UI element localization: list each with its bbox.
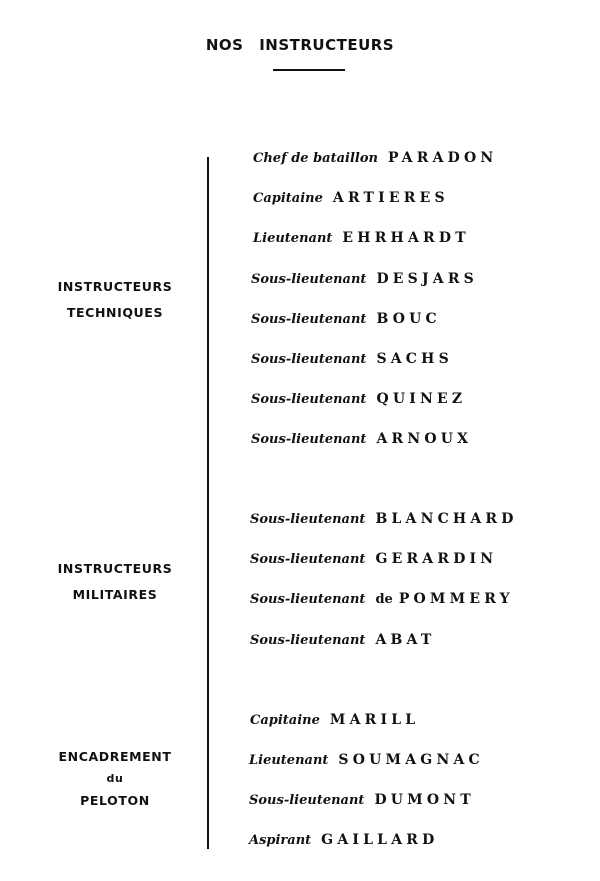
instructor-name: ARNOUX: [376, 431, 473, 447]
group-label-line: PELOTON: [80, 793, 150, 808]
instructor-name: ABAT: [375, 632, 436, 648]
group-label-line: INSTRUCTEURS: [57, 279, 173, 294]
group-label-line: INSTRUCTEURS: [57, 561, 173, 576]
instructor-row: [253, 190, 449, 206]
instructor-rank: Sous-lieutenant: [251, 312, 367, 327]
instructor-row: [253, 150, 497, 166]
instructor-name: EHRHARDT: [342, 230, 470, 246]
instructor-row: [250, 591, 514, 607]
instructor-row: [251, 391, 466, 407]
group-label-encadrement: [30, 744, 200, 814]
instructor-row: [249, 832, 438, 848]
instructor-name: SOUMAGNAC: [338, 752, 484, 768]
instructor-name: SACHS: [376, 351, 453, 367]
instructor-row: [250, 551, 497, 567]
instructor-name: MARILL: [329, 712, 420, 728]
instructor-name: DUMONT: [374, 792, 475, 808]
instructor-rank: Chef de bataillon: [253, 151, 378, 166]
instructor-row: [250, 632, 435, 648]
instructor-rank: Sous-lieutenant: [250, 633, 366, 648]
group-label-line: du: [106, 772, 124, 785]
instructor-rank: Aspirant: [249, 833, 312, 848]
instructor-rank: Sous-lieutenant: [251, 432, 367, 447]
instructor-row: [251, 271, 478, 287]
instructor-rank: Capitaine: [253, 191, 323, 206]
instructor-name: DESJARS: [376, 271, 478, 287]
instructor-name: POMMERY: [398, 591, 514, 607]
instructor-name: BLANCHARD: [375, 511, 518, 527]
instructor-name: GERARDIN: [375, 551, 498, 567]
group-label-line: MILITAIRES: [72, 587, 158, 602]
instructor-name: ARTIERES: [332, 190, 449, 206]
instructor-row: [251, 431, 472, 447]
title-underline: [273, 69, 345, 71]
instructor-row: [250, 511, 518, 527]
vertical-divider: [207, 157, 209, 849]
group-label-techniques: [30, 274, 200, 326]
instructor-rank: Lieutenant: [249, 753, 329, 768]
group-label-militaires: [30, 556, 200, 608]
instructor-row: [250, 712, 419, 728]
instructor-rank: Sous-lieutenant: [249, 793, 365, 808]
instructor-rank: Sous-lieutenant: [250, 552, 366, 567]
instructor-row: [253, 230, 470, 246]
instructor-name: BOUC: [376, 311, 441, 327]
instructor-row: [249, 792, 475, 808]
instructor-name: QUINEZ: [376, 391, 467, 407]
instructor-rank: Lieutenant: [253, 231, 333, 246]
instructor-row: [249, 752, 484, 768]
instructor-rank: Capitaine: [250, 713, 320, 728]
instructor-rank: Sous-lieutenant: [250, 592, 366, 607]
instructor-name: PARADON: [387, 150, 498, 166]
instructor-rank: Sous-lieutenant: [251, 272, 367, 287]
instructor-row: [251, 351, 453, 367]
group-label-line: TECHNIQUES: [66, 305, 164, 320]
page-title: NOS INSTRUCTEURS: [205, 36, 395, 54]
instructor-name: GAILLARD: [321, 832, 439, 848]
instructor-row: [251, 311, 441, 327]
group-label-line: ENCADREMENT: [58, 749, 172, 764]
instructor-rank: Sous-lieutenant: [250, 512, 366, 527]
instructor-rank: Sous-lieutenant: [251, 352, 367, 367]
instructor-rank: Sous-lieutenant: [251, 392, 367, 407]
name-particle: de: [375, 592, 393, 607]
